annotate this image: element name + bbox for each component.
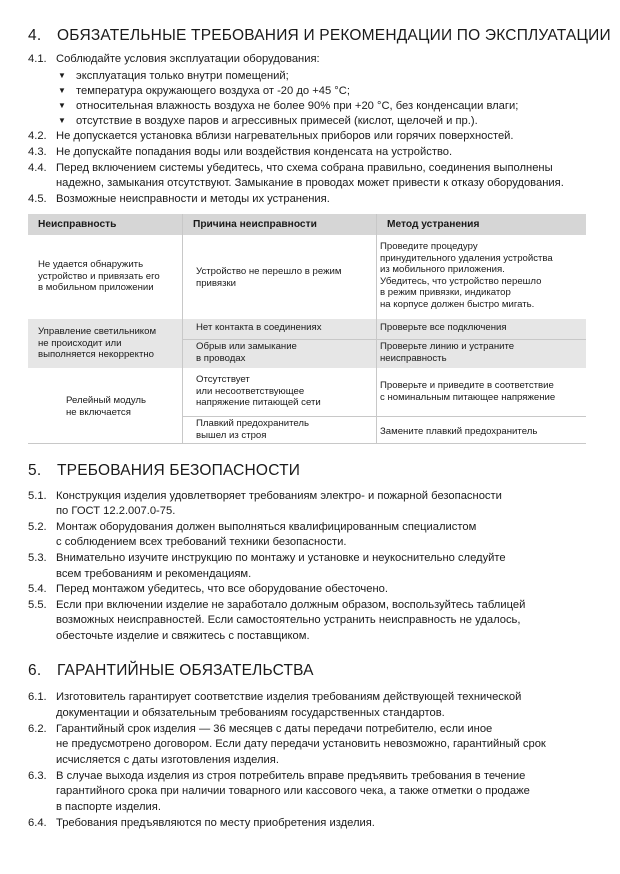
- item-number: 5.1.: [28, 490, 47, 502]
- item-number: 5.5.: [28, 599, 47, 611]
- item-text: Требования предъявляются по месту приобретения изделия.: [56, 817, 375, 829]
- section-number: 5.: [28, 462, 42, 479]
- item-text: Если при включении изделие не заработало должным образом, воспользуйтесь таблицей: [56, 599, 526, 611]
- item-text: Перед монтажом убедитесь, что все оборудование обесточено.: [56, 583, 388, 595]
- cause-cell: [196, 374, 321, 409]
- section-5-heading: [28, 462, 300, 480]
- item-text: Внимательно изучите инструкцию по монтажу и установке и неукоснительно следуйте: [56, 552, 506, 564]
- item-text: не предусмотрено договором. Если дату передачи установить невозможно, гарантийный срок: [56, 738, 546, 750]
- item-text: гарантийного срока при наличии товарного или кассового чека, а также отметки о продаже: [56, 785, 530, 797]
- item-number: 6.4.: [28, 817, 47, 829]
- cell-line: Не удается обнаружить: [38, 259, 144, 270]
- section-title: ТРЕБОВАНИЯ БЕЗОПАСНОСТИ: [57, 462, 301, 479]
- item-text: с соблюдением всех требований техники безопасности.: [56, 536, 347, 548]
- item-text: исчисляется с даты изготовления изделия.: [56, 754, 279, 766]
- section-title: ОБЯЗАТЕЛЬНЫЕ ТРЕБОВАНИЯ И РЕКОМЕНДАЦИИ ПО ЭКСПЛУАТАЦИИ: [57, 27, 611, 44]
- item-text: всем требованиям и рекомендациям.: [56, 568, 252, 580]
- section-title: ГАРАНТИЙНЫЕ ОБЯЗАТЕЛЬСТВА: [57, 662, 314, 679]
- item-text: Не допускайте попадания воды или воздействия конденсата на устройство.: [56, 146, 453, 158]
- bullet-text: отсутствие в воздухе паров и агрессивных примесей (кислот, щелочей и пр.).: [76, 115, 478, 127]
- section-6-heading: [28, 662, 314, 680]
- cell-line: принудительного удаления устройства: [380, 252, 553, 264]
- cell-line: в проводах: [196, 352, 246, 364]
- item-text: в паспорте изделия.: [56, 801, 161, 813]
- section-number: 4.: [28, 27, 42, 44]
- cell-line: Проверьте все подключения: [380, 322, 507, 333]
- fault-cell: [66, 395, 146, 418]
- cell-line: не происходит или: [38, 337, 122, 349]
- item-number: 5.4.: [28, 583, 47, 595]
- table-header-cause: Причина неисправности: [183, 214, 376, 235]
- cell-line: Проверьте и приведите в соответствие: [380, 380, 554, 391]
- cell-line: Проверьте линию и устраните: [380, 341, 515, 352]
- cell-line: выполняется некорректно: [38, 349, 154, 361]
- item-text: Соблюдайте условия эксплуатации оборудования:: [56, 53, 320, 65]
- item-text: Гарантийный срок изделия — 36 месяцев с даты передачи потребителю, если иное: [56, 723, 493, 735]
- cause-cell: [196, 266, 341, 289]
- cell-line: Проведите процедуру: [380, 241, 478, 252]
- item-text: обесточьте изделие и свяжитесь с поставщиком.: [56, 630, 310, 642]
- item-number: 4.2.: [28, 130, 47, 142]
- cell-line: с номинальным питающее напряжение: [380, 391, 556, 403]
- item-text: Не допускается установка вблизи нагревательных приборов или горячих поверхностей.: [56, 130, 514, 142]
- table-divider: [376, 214, 377, 444]
- triangle-bullet-icon: ▼: [58, 101, 66, 110]
- bullet-text: относительная влажность воздуха не более 90% при +20 °С, без конденсации влаги;: [76, 100, 519, 112]
- section-4-heading: [28, 27, 611, 45]
- table-divider: [183, 339, 586, 340]
- item-text: Конструкция изделия удовлетворяет требованиям электро- и пожарной безопасности: [56, 490, 502, 502]
- cell-line: на корпусе должен быстро мигать.: [380, 298, 535, 310]
- cell-line: Управление светильником: [38, 326, 157, 337]
- item-text: возможных неисправностей. Если самостоятельно устранить неисправность не удалось,: [56, 614, 521, 626]
- cell-line: не включается: [66, 406, 131, 418]
- section-number: 6.: [28, 662, 42, 679]
- bullet-text: температура окружающего воздуха от -20 до +45 °С;: [76, 85, 350, 97]
- item-text: Монтаж оборудования должен выполняться квалифицированным специалистом: [56, 521, 477, 533]
- item-text: по ГОСТ 12.2.007.0-75.: [56, 505, 176, 517]
- cell-line: или несоответствующее: [196, 385, 305, 397]
- item-text: В случае выхода изделия из строя потребитель вправе предъявить требования в течение: [56, 770, 526, 782]
- fix-cell: [380, 341, 514, 364]
- bullet-text: эксплуатация только внутри помещений;: [76, 70, 289, 82]
- cell-line: вышел из строя: [196, 429, 267, 441]
- item-number: 6.3.: [28, 770, 47, 782]
- fix-cell: [380, 322, 507, 334]
- cell-line: Плавкий предохранитель: [196, 418, 310, 429]
- triangle-bullet-icon: ▼: [58, 71, 66, 80]
- fix-cell: [380, 426, 537, 438]
- item-text: Перед включением системы убедитесь, что схема собрана правильно, соединения выполнены: [56, 162, 553, 174]
- cell-line: Нет контакта в соединениях: [196, 322, 322, 333]
- cell-line: Устройство не перешло в режим: [196, 266, 342, 277]
- cell-line: в режим привязки, индикатор: [380, 287, 511, 299]
- item-number: 6.1.: [28, 691, 47, 703]
- cell-line: Отсутствует: [196, 374, 250, 385]
- table-header-fix: Метод устранения: [377, 214, 586, 235]
- cell-line: напряжение питающей сети: [196, 397, 321, 409]
- item-number: 4.1.: [28, 53, 47, 65]
- item-number: 6.2.: [28, 723, 47, 735]
- table-divider: [182, 214, 183, 444]
- item-number: 5.3.: [28, 552, 47, 564]
- triangle-bullet-icon: ▼: [58, 116, 66, 125]
- troubleshooting-table: [28, 214, 586, 444]
- table-divider: [28, 443, 586, 444]
- fault-cell: [38, 259, 160, 294]
- cell-line: привязки: [196, 277, 237, 289]
- cause-cell: [196, 341, 297, 364]
- item-number: 4.4.: [28, 162, 47, 174]
- item-number: 5.2.: [28, 521, 47, 533]
- item-text: документации и обязательным требованиям государственных стандартов.: [56, 707, 445, 719]
- cell-line: Убедитесь, что устройство перешло: [380, 275, 542, 287]
- cell-line: устройство и привязать его: [38, 270, 160, 282]
- cell-line: Обрыв или замыкание: [196, 341, 297, 352]
- table-header-fault: Неисправность: [28, 214, 182, 235]
- item-text: Изготовитель гарантирует соответствие изделия требованиям действующей технической: [56, 691, 522, 703]
- fault-cell: [38, 326, 156, 361]
- fix-cell: [380, 241, 553, 311]
- fix-cell: [380, 380, 555, 403]
- cell-line: Замените плавкий предохранитель: [380, 426, 538, 437]
- cause-cell: [196, 418, 309, 441]
- cell-line: Релейный модуль: [66, 395, 147, 406]
- triangle-bullet-icon: ▼: [58, 86, 66, 95]
- cell-line: из мобильного приложения.: [380, 264, 505, 276]
- item-text: Возможные неисправности и методы их устранения.: [56, 193, 330, 205]
- item-number: 4.3.: [28, 146, 47, 158]
- cause-cell: [196, 322, 322, 334]
- cell-line: неисправность: [380, 352, 447, 364]
- table-divider: [183, 416, 586, 417]
- cell-line: в мобильном приложении: [38, 282, 154, 294]
- item-number: 4.5.: [28, 193, 47, 205]
- item-text: надежно, замыкания отсутствуют. Замыкание в проводах может привести к отказу оборудования.: [56, 177, 564, 189]
